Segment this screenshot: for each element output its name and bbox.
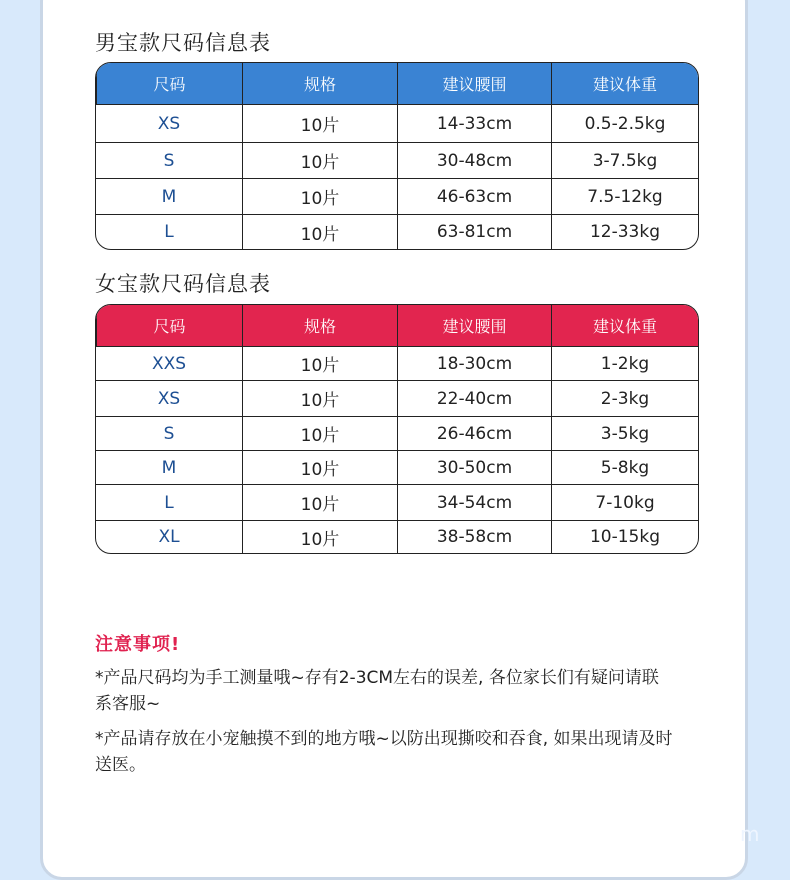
table-cell: 10-15kg [551, 521, 698, 553]
table-cell: 34-54cm [397, 485, 551, 520]
table-cell: 0.5-2.5kg [551, 105, 698, 142]
table-cell: 3-5kg [551, 417, 698, 450]
table-cell: 5-8kg [551, 451, 698, 484]
table-row [96, 178, 698, 214]
table-row [96, 450, 698, 484]
size-cell: XXS [151, 353, 187, 374]
table-cell: 3-7.5kg [551, 143, 698, 178]
table-cell: 10片 [242, 105, 397, 142]
header-cell: 尺码 [96, 63, 242, 104]
table-cell: 2-3kg [551, 381, 698, 416]
table-cell: 10片 [242, 381, 397, 416]
table-cell: 38-58cm [397, 521, 551, 553]
table-cell: 10片 [242, 485, 397, 520]
table-cell: 46-63cm [397, 179, 551, 214]
note-item-1: *产品尺码均为手工测量哦~存有2-3CM左右的误差, 各位家长们有疑问请联系客服~ [95, 668, 659, 714]
table-cell: 14-33cm [397, 105, 551, 142]
table-cell: 10片 [242, 521, 397, 553]
table-cell: 10片 [242, 179, 397, 214]
table-cell: 10片 [242, 417, 397, 450]
table-cell: 22-40cm [397, 381, 551, 416]
table-cell: 7.5-12kg [551, 179, 698, 214]
size-cell: M [161, 457, 177, 478]
boy-size-table-title: 男宝款尺码信息表 [95, 31, 271, 55]
table-row [96, 214, 698, 249]
table-row [96, 484, 698, 520]
table-cell: 26-46cm [397, 417, 551, 450]
size-cell: L [164, 492, 174, 513]
table-header-row [96, 305, 698, 346]
table-cell: 10片 [242, 215, 397, 249]
header-cell: 尺码 [96, 305, 242, 346]
header-cell: 建议体重 [551, 63, 698, 104]
header-cell: 建议腰围 [397, 63, 551, 104]
table-row [96, 142, 698, 178]
table-row [96, 104, 698, 142]
size-cell: XS [157, 388, 181, 409]
size-cell: XL [158, 527, 180, 547]
table-cell: 30-50cm [397, 451, 551, 484]
header-cell: 规格 [242, 63, 397, 104]
note-item-2: *产品请存放在小宠触摸不到的地方哦~以防出现撕咬和吞食, 如果出现请及时送医。 [95, 729, 673, 775]
size-cell: S [163, 423, 175, 444]
table-cell: 12-33kg [551, 215, 698, 249]
table-cell: 30-48cm [397, 143, 551, 178]
header-cell: 规格 [242, 305, 397, 346]
size-cell: M [161, 186, 177, 207]
table-cell: 10片 [242, 347, 397, 380]
table-cell: 63-81cm [397, 215, 551, 249]
table-row [96, 416, 698, 450]
girl-size-table-title: 女宝款尺码信息表 [95, 272, 271, 296]
notes-title: 注意事项! [95, 634, 181, 655]
table-row [96, 380, 698, 416]
watermark-text: m [740, 822, 760, 846]
table-header-row [96, 63, 698, 104]
size-cell: L [164, 222, 174, 242]
header-cell: 建议体重 [551, 305, 698, 346]
table-cell: 10片 [242, 451, 397, 484]
table-cell: 10片 [242, 143, 397, 178]
table-row [96, 520, 698, 553]
size-cell: XS [157, 113, 181, 134]
table-row [96, 346, 698, 380]
size-cell: S [163, 150, 175, 171]
table-cell: 7-10kg [551, 485, 698, 520]
table-cell: 18-30cm [397, 347, 551, 380]
header-cell: 建议腰围 [397, 305, 551, 346]
girl-size-table [95, 304, 699, 554]
table-cell: 1-2kg [551, 347, 698, 380]
boy-size-table [95, 62, 699, 250]
